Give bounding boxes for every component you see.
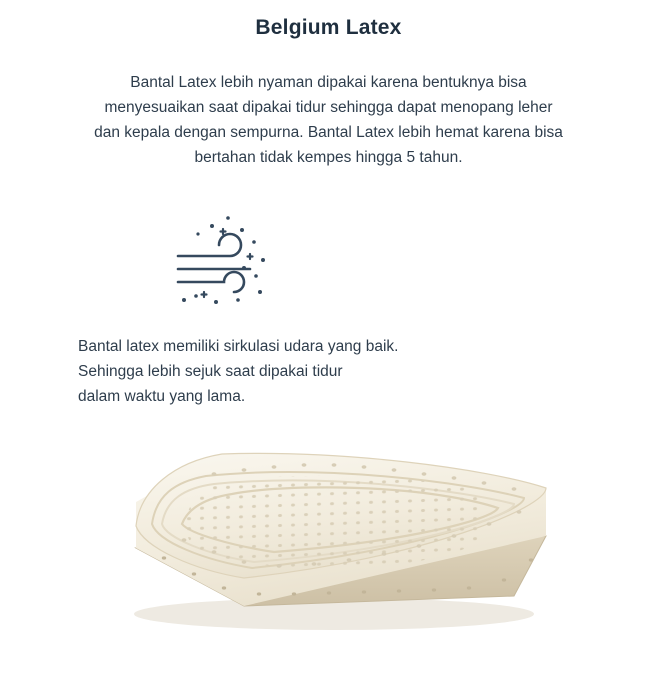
intro-paragraph-block xyxy=(94,70,564,170)
product-description-page xyxy=(0,16,657,673)
wind-circulation-icon xyxy=(168,212,284,308)
feature-line-3: dalam waktu yang lama. xyxy=(78,388,246,405)
feature-text-block xyxy=(0,334,657,409)
feature-line-1: Bantal latex memiliki sirkulasi udara yang baik. xyxy=(78,338,399,355)
wind-icon-container xyxy=(0,212,657,308)
product-image-container xyxy=(0,428,657,658)
page-title: Belgium Latex xyxy=(255,16,402,39)
feature-line-2: Sehingga lebih sejuk saat dipakai tidur xyxy=(78,363,343,380)
intro-paragraph: Bantal Latex lebih nyaman dipakai karena bentuknya bisa menyesuaikan saat dipakai tidur sehingga dapat menopang leher dan kepala dengan sempurna. Bantal Latex lebih hemat karena bisa bertahan tidak kempes hingga 5 tahun. xyxy=(94,74,563,166)
latex-pillow-photo xyxy=(94,428,564,638)
